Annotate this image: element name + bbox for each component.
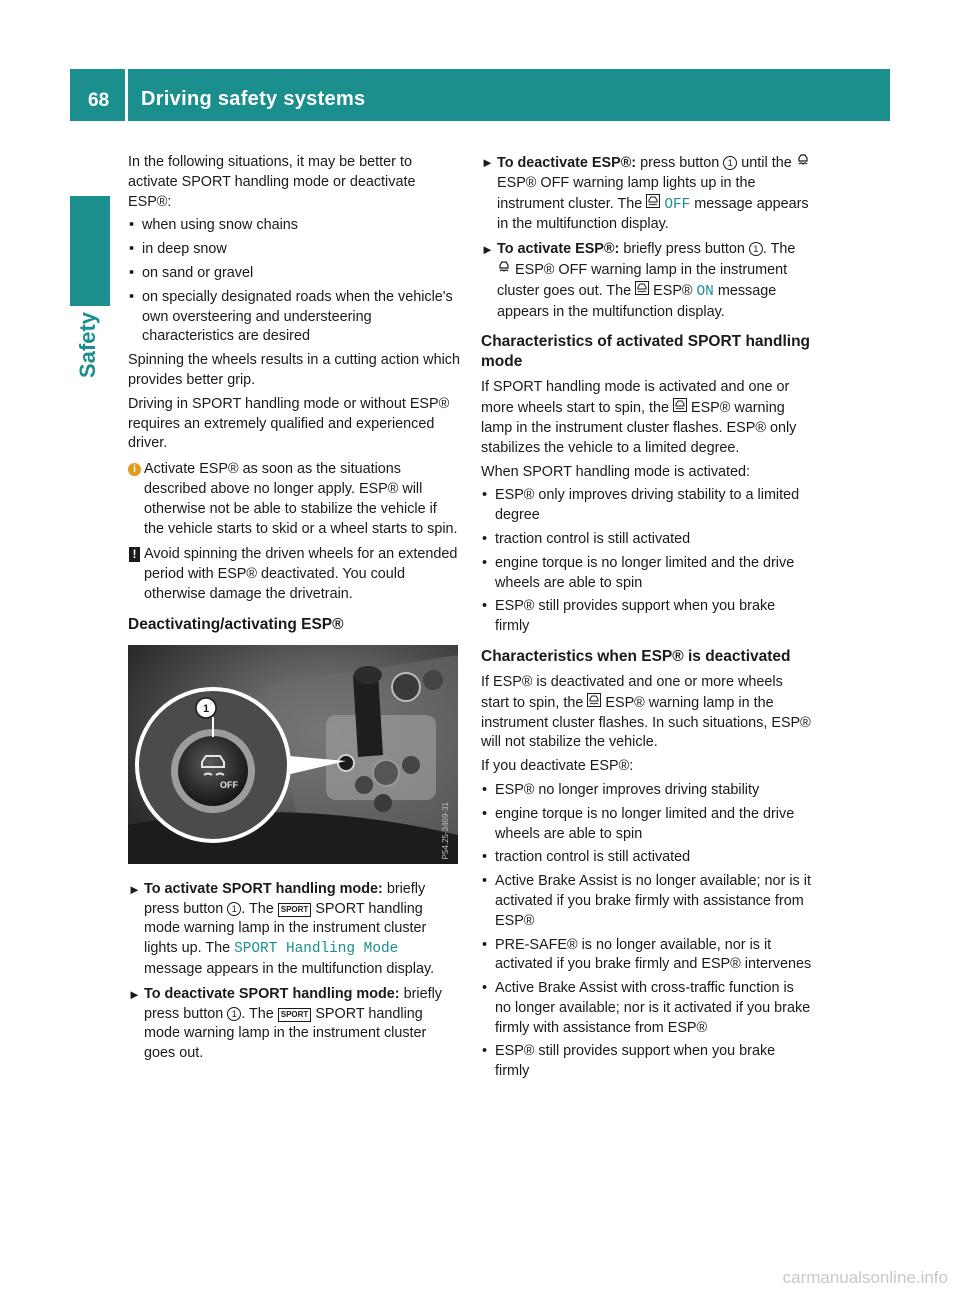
button-1-ref: 1 — [723, 156, 737, 170]
esp-button-photo — [128, 645, 458, 864]
list-item: • traction control is still activated — [481, 530, 813, 550]
step-text: . The — [241, 900, 274, 917]
list-item: • in deep snow — [128, 240, 460, 260]
step-text: message appears in the multifunction display. — [497, 282, 777, 320]
esp-car-icon — [587, 693, 601, 707]
list-item: • PRE-SAFE® is no longer available, nor is it activated if you brake firmly and ESP® intervenes — [481, 936, 813, 976]
list-item: • ESP® no longer improves driving stability — [481, 781, 813, 801]
step-text: briefly press button — [144, 985, 442, 1022]
step-text: briefly press button — [623, 241, 745, 258]
button-1-ref: 1 — [227, 902, 241, 916]
heading-esp-deactivated: Characteristics when ESP® is deactivated — [481, 647, 791, 665]
info-note-text: Activate ESP® as soon as the situations described above no longer apply. ESP® will otherwise not be able to stabilize the vehicle if the vehicle starts to skid or a wheel starts to spin. — [144, 461, 458, 537]
step-deactivate-esp — [481, 153, 813, 235]
list-item: • Active Brake Assist is no longer available; nor is it activated if you brake firmly with assistance from ESP® — [481, 872, 813, 931]
step-text: SPORT handling mode warning lamp in the instrument cluster goes out. — [144, 1005, 427, 1062]
step-text: briefly press button — [144, 880, 426, 917]
page-number: 68 — [88, 90, 110, 111]
list-item: • when using snow chains — [128, 216, 460, 236]
list-item: • ESP® still provides support when you brake firmly — [481, 1042, 813, 1082]
section-title: Driving safety systems — [141, 88, 366, 110]
esp-car-icon — [646, 194, 660, 208]
paragraph — [481, 673, 813, 753]
side-tab — [70, 196, 110, 306]
list-item: • ESP® still provides support when you brake firmly — [481, 597, 813, 637]
list-item: • traction control is still activated — [481, 848, 813, 868]
info-icon: i — [128, 463, 141, 476]
list-item: • on sand or gravel — [128, 264, 460, 284]
warning-note — [128, 545, 460, 604]
arrow-right-icon: ► — [481, 155, 494, 170]
photo-credit: P54.25-3469-31 — [441, 802, 451, 860]
step-title: To activate ESP®: — [497, 241, 620, 258]
paragraph: If you deactivate ESP®: — [481, 758, 634, 775]
footer-watermark[interactable]: carmanualsonline.info — [782, 1268, 948, 1287]
esp-off-icon — [497, 260, 511, 274]
left-column — [128, 153, 460, 1069]
display-message: ON — [696, 283, 714, 300]
step-title: To deactivate ESP®: — [497, 155, 637, 171]
heading-deactivating-esp: Deactivating/activating ESP® — [128, 615, 344, 633]
heading-sport-characteristics: Characteristics of activated SPORT handling mode — [481, 333, 811, 371]
step-text: . The — [762, 241, 796, 258]
esp-off-icon — [796, 153, 810, 167]
paragraph: Spinning the wheels results in a cutting action which provides better grip. — [128, 352, 460, 388]
intro-paragraph: In the following situations, it may be better to activate SPORT handling mode or deactivate ESP®: — [128, 154, 416, 210]
list-item: • Active Brake Assist with cross-traffic function is no longer available; nor is it activated if you brake firmly with assistance from ESP® — [481, 979, 813, 1038]
step-title: To activate SPORT handling mode: — [144, 880, 383, 897]
sport-symbol-icon: SPORT — [278, 1008, 312, 1022]
paragraph-text: If ESP® is deactivated and one or more wheels start to spin, the — [481, 673, 783, 711]
step-text: ESP® — [653, 282, 693, 299]
paragraph — [481, 378, 813, 458]
svg-text:OFF: OFF — [220, 779, 238, 790]
arrow-right-icon: ► — [128, 986, 141, 1002]
esp-car-icon — [673, 398, 687, 412]
paragraph-text: ESP® warning lamp in the instrument cluster flashes. In such situations, ESP® will not stabilize the vehicle. — [481, 694, 811, 751]
warning-icon: ! — [129, 547, 140, 562]
side-tab-label: Safety — [75, 311, 100, 378]
paragraph-text: ESP® warning lamp in the instrument cluster flashes. ESP® only stabilizes the vehicle to a limited degree. — [481, 400, 797, 456]
button-1-ref: 1 — [749, 242, 763, 256]
step-text: press button — [640, 155, 720, 171]
warning-note-text: Avoid spinning the driven wheels for an extended period with ESP® deactivated. You could otherwise damage the drivetrain. — [144, 546, 458, 602]
paragraph: Driving in SPORT handling mode or without ESP® requires an extremely qualified and experienced driver. — [128, 395, 450, 452]
step-text: until the — [741, 155, 792, 171]
display-message: SPORT Handling Mode — [234, 941, 399, 958]
arrow-right-icon: ► — [128, 881, 141, 897]
info-note — [128, 460, 460, 539]
photo-callout-label: 1 — [202, 702, 210, 715]
step-text: message appears in the multifunction display. — [144, 960, 435, 977]
list-item: • engine torque is no longer limited and the drive wheels are able to spin — [481, 805, 813, 845]
esp-car-icon — [635, 281, 649, 295]
paragraph-text: If SPORT handling mode is activated and one or more wheels start to spin, the — [481, 379, 790, 417]
display-message: OFF — [664, 196, 691, 213]
list-item: • ESP® only improves driving stability to a limited degree — [481, 486, 813, 526]
list-item: • on specially designated roads when the vehicle's own oversteering and understeering characteristics are desired — [128, 288, 460, 347]
button-1-ref: 1 — [227, 1007, 241, 1021]
step-title: To deactivate SPORT handling mode: — [144, 985, 400, 1002]
step-text: ESP® OFF warning lamp lights up in the instrument cluster. The — [497, 174, 756, 212]
step-text: . The — [241, 1005, 274, 1022]
step-text: message appears in the multifunction display. — [497, 195, 809, 233]
arrow-right-icon: ► — [481, 242, 494, 258]
list-item: • engine torque is no longer limited and the drive wheels are able to spin — [481, 554, 813, 594]
step-activate-sport — [128, 880, 460, 980]
sport-symbol-icon: SPORT — [278, 903, 312, 917]
console-illustration — [128, 645, 458, 864]
right-column — [481, 153, 813, 1086]
step-text: SPORT handling mode warning lamp in the instrument cluster lights up. The — [144, 900, 427, 957]
paragraph: When SPORT handling mode is activated: — [481, 463, 751, 480]
step-activate-esp — [481, 240, 813, 322]
header-divider — [125, 69, 128, 121]
step-text: ESP® OFF warning lamp in the instrument cluster goes out. The — [497, 261, 788, 299]
step-deactivate-sport — [128, 985, 460, 1064]
